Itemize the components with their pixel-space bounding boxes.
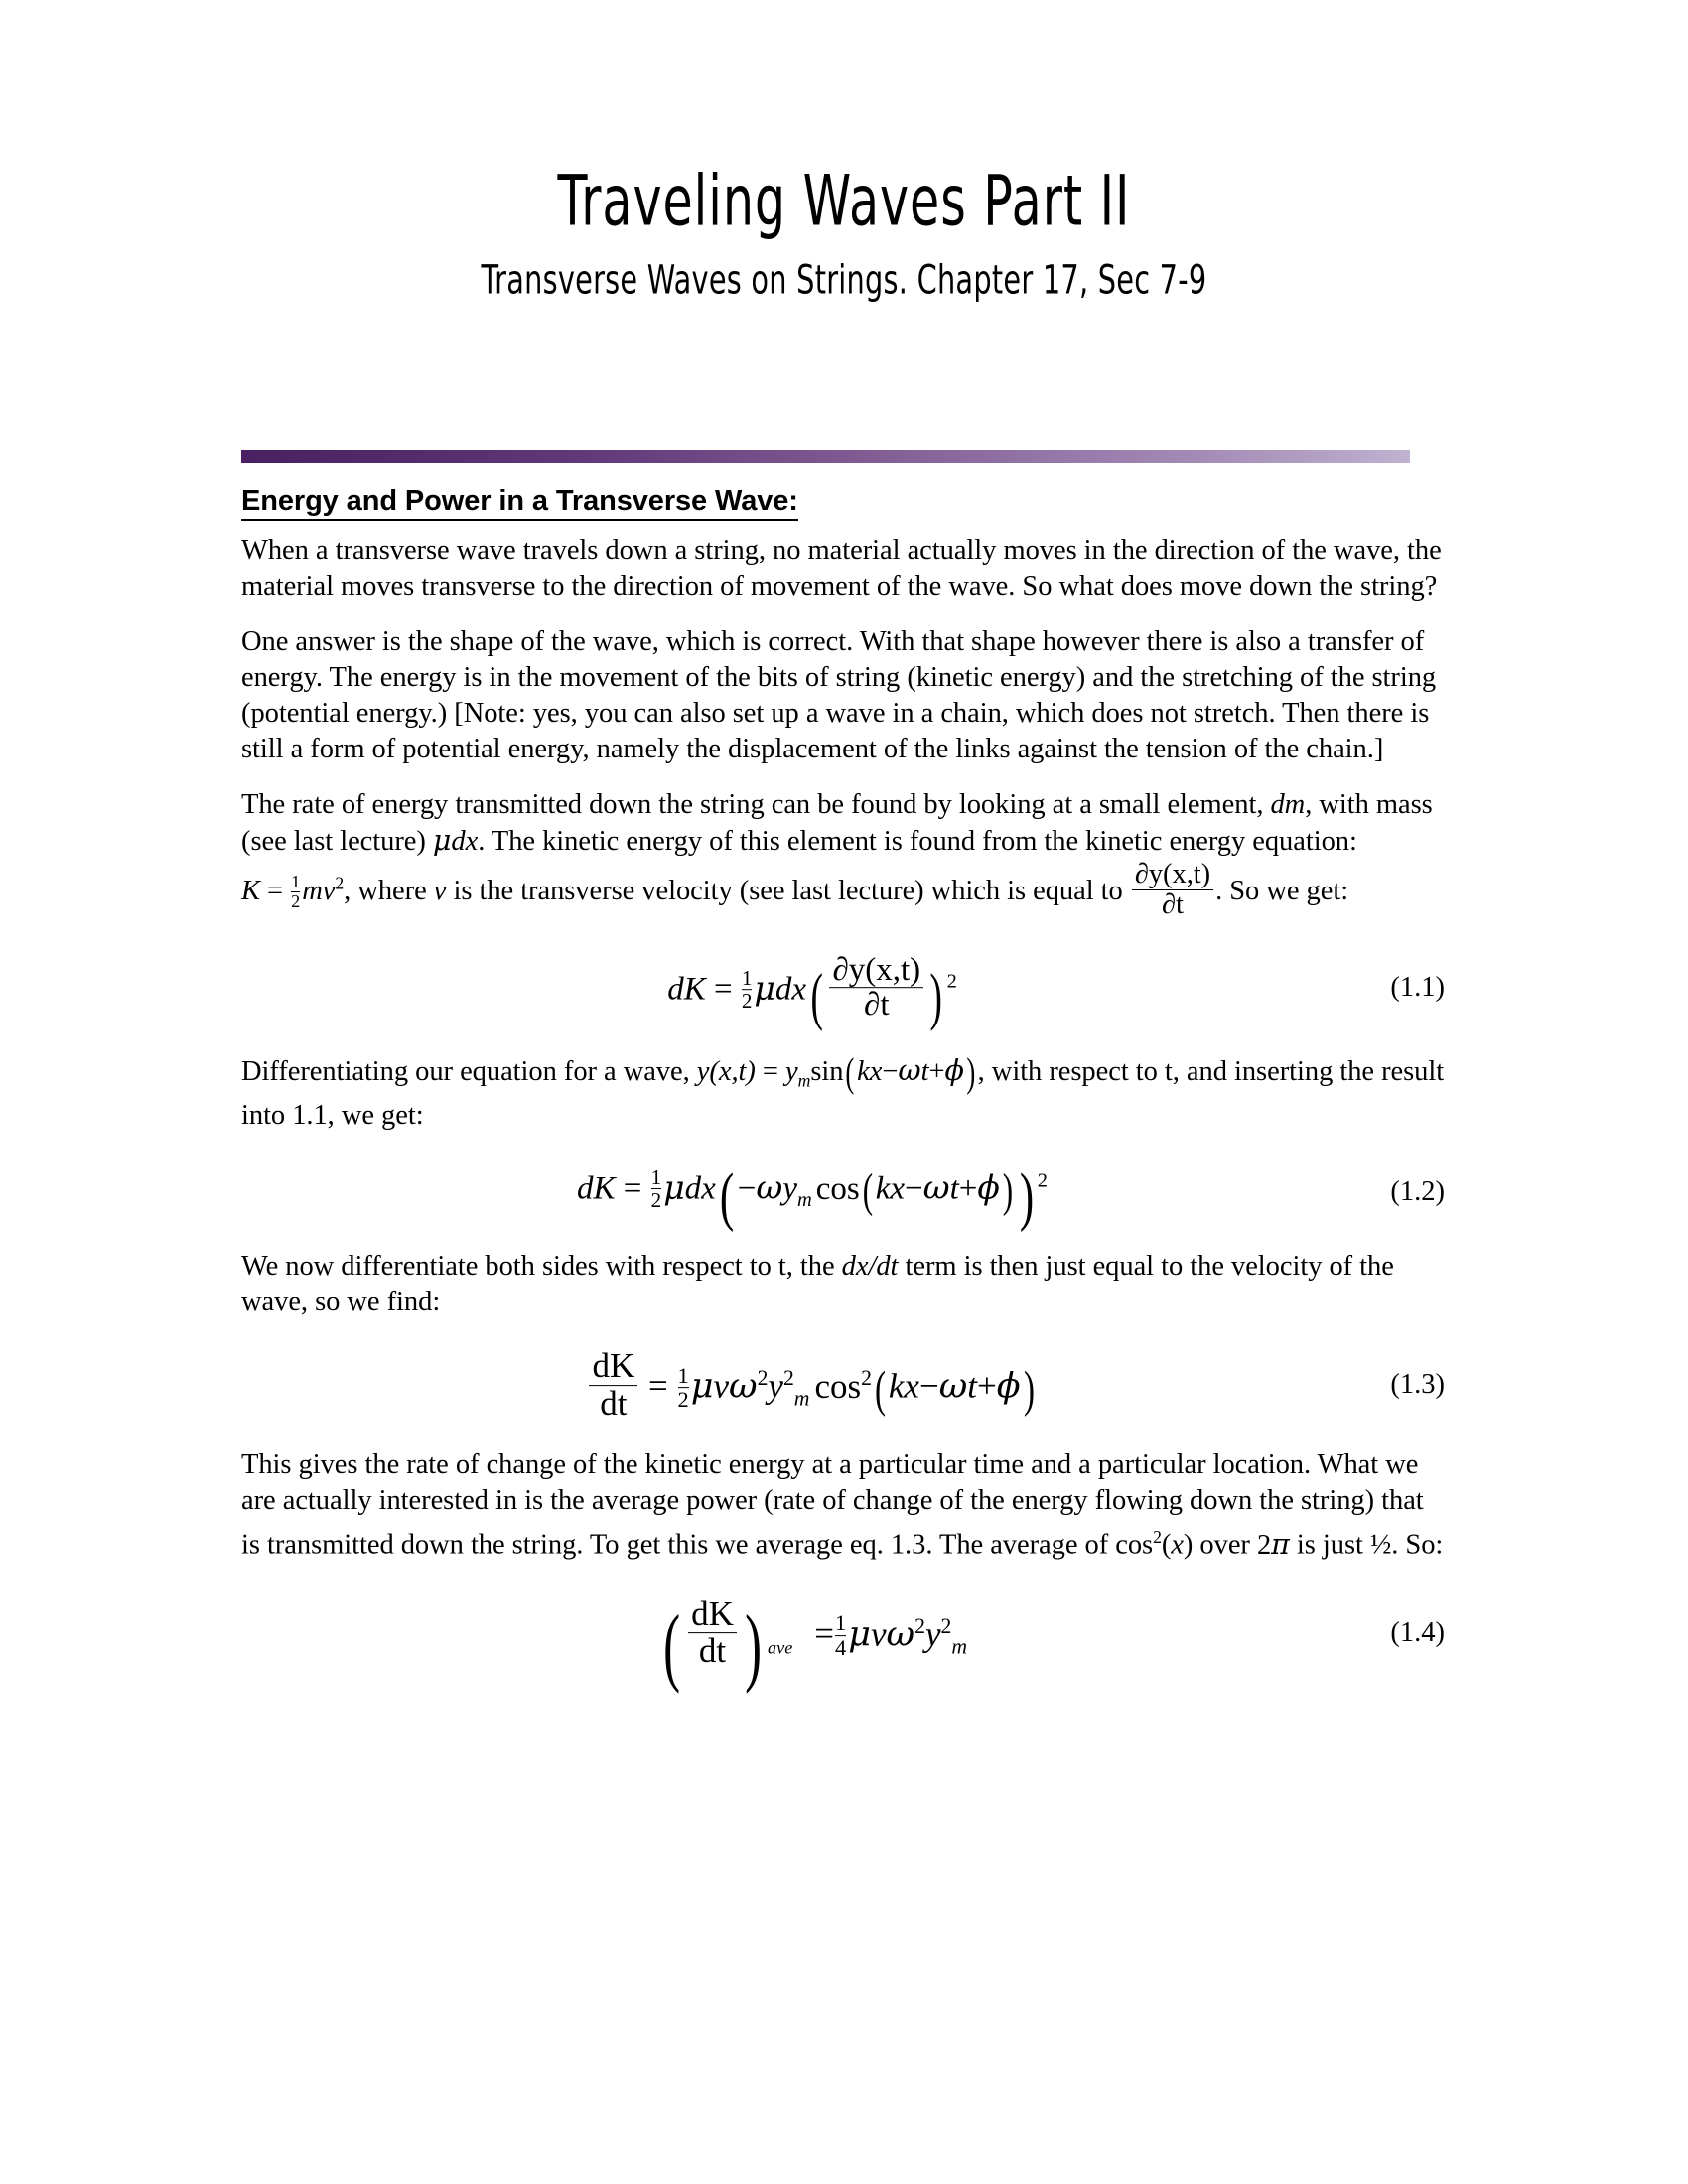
eq14-omega: ω bbox=[886, 1614, 915, 1655]
eq12-omega: ω bbox=[756, 1167, 783, 1207]
p3-v-power: 2 bbox=[335, 873, 345, 893]
p3-v-symbol: v bbox=[433, 876, 447, 907]
eq11-partial-fraction: $\frac{\partial y(x,t)}{\partial t}$ bbox=[829, 953, 923, 1023]
eq14-equals: = bbox=[814, 1614, 835, 1654]
p5-text-a: We now differentiate both sides with respect to t, the bbox=[241, 1251, 842, 1283]
eq12-cos: cos bbox=[815, 1170, 860, 1207]
equation-number-1-1: (1.1) bbox=[1390, 971, 1445, 1003]
equation-number-1-4: (1.4) bbox=[1390, 1616, 1445, 1648]
eq12-one-half: $\frac{1}{2}$ bbox=[650, 1165, 662, 1213]
gradient-divider bbox=[241, 450, 1410, 463]
equation-row-1-4 bbox=[241, 1583, 1445, 1695]
one-half-fraction: $\frac{1}{2}$ bbox=[291, 871, 301, 911]
eq14-one-quarter: $\frac{1}{4}$ bbox=[835, 1610, 847, 1660]
equation-row-1-2 bbox=[241, 1154, 1445, 1234]
paragraph-2: One answer is the shape of the wave, which is correct. With that shape however there is also a transfer of energy. The energy is in the movement of the bits of string (kinetic energy) and the stretching of the string (potential energy.) [Note: yes, you can also set up a wave in a chain, which does not stretch. Then there is still a form of potential energy, namely the displacement of the links against the tension of the chain.] bbox=[241, 626, 1437, 765]
eq14-close-paren: ) bbox=[745, 1597, 762, 1695]
p3-text-e: is the transverse velocity (see last lecture) which is equal to bbox=[446, 876, 1130, 907]
eq14-subscript-ave: ave bbox=[768, 1637, 793, 1658]
p5-text-b: term is then just equal to the velocity of the wave, so we find: bbox=[241, 1251, 1394, 1318]
eq12-mu: μ bbox=[663, 1167, 685, 1207]
eq13-omega: ω bbox=[729, 1366, 758, 1407]
eq12-y: y bbox=[782, 1170, 797, 1207]
eq11-dx: dx bbox=[774, 971, 806, 1008]
paragraph-5 bbox=[241, 1249, 1445, 1320]
kinetic-energy-formula: K = $\frac{1}{2}$ $mv^2$ bbox=[241, 871, 345, 911]
p3-text-a: The rate of energy transmitted down the string can be found by looking at a small element, bbox=[241, 789, 1271, 821]
equation-1-2: dK = $\frac{1}{2}$ $\mu dx( -\omega y_m$ cos(kx−ωt+ϕ) ) $^2$ bbox=[577, 1160, 1048, 1234]
eq12-close-paren-inner: ) bbox=[1002, 1164, 1014, 1218]
eq13-open-paren: ( bbox=[874, 1361, 886, 1417]
p3-mu-dx: μdx bbox=[432, 824, 479, 858]
eq14-y: y bbox=[924, 1614, 941, 1654]
wave-equation-inline: $y(x,t) = y_m\sin(kx-\omega t+\phi)$ bbox=[696, 1049, 976, 1096]
eq11-mu: μ bbox=[754, 968, 775, 1008]
eq13-v: v bbox=[713, 1366, 730, 1406]
p3-text-d: , where bbox=[344, 876, 434, 907]
equation-number-1-3: (1.3) bbox=[1390, 1369, 1445, 1401]
eq12-power: 2 bbox=[1037, 1169, 1048, 1192]
equation-row-1-1 bbox=[241, 940, 1445, 1035]
eq11-lhs: dK bbox=[667, 971, 706, 1008]
eq12-close-paren-outer: ) bbox=[1019, 1160, 1034, 1234]
equation-1-4: ( $\frac{dK}{dt}$ ) $_{ave}$ = $\frac{1}{4}$ $\mu v\omega^2y^2_m$ bbox=[663, 1593, 967, 1695]
gradient-divider-bar bbox=[241, 450, 1410, 463]
eq13-dk-dt-fraction: $\frac{dK}{dt}$ bbox=[589, 1348, 637, 1422]
p4-text-b: , with respect to t, and inserting the result into 1.1, we get: bbox=[241, 1055, 1445, 1132]
p3-dm-symbol: dm bbox=[1270, 789, 1306, 821]
equation-1-3: $\frac{dK}{dt}$ = $\frac{1}{2}$ $\mu v\omega^2y^2_m$ $\cos^2(kx-\omega t+\phi)$ bbox=[241, 1348, 1383, 1422]
eq14-open-paren: ( bbox=[663, 1597, 681, 1695]
eq13-equals: = bbox=[648, 1366, 668, 1406]
equation-row-1-3 bbox=[241, 1340, 1445, 1430]
p3-text-f: . So we get: bbox=[1215, 876, 1349, 907]
p5-dxdt-symbol: dx/dt bbox=[841, 1251, 899, 1283]
p4-text-a: Differentiating our equation for a wave, bbox=[241, 1055, 697, 1087]
equation-number-1-2: (1.2) bbox=[1390, 1176, 1445, 1208]
p4-close-paren: ) bbox=[966, 1049, 976, 1096]
eq12-equals: = bbox=[623, 1170, 642, 1207]
eq13-close-paren: ) bbox=[1023, 1361, 1035, 1417]
eq11-one-half: $\frac{1}{2}$ bbox=[741, 965, 753, 1014]
eq11-close-paren: ) bbox=[929, 961, 943, 1032]
page-title: Traveling Waves Part II bbox=[557, 160, 1131, 242]
equation-1-1 bbox=[241, 951, 1383, 1032]
eq11-equals: = bbox=[713, 971, 733, 1008]
document-body bbox=[241, 483, 1445, 1701]
eq14-v: v bbox=[871, 1614, 887, 1654]
eq14-mu: μ bbox=[848, 1614, 871, 1655]
title-block bbox=[0, 160, 1688, 304]
paragraph-3 bbox=[241, 787, 1445, 919]
p6-text-c: ) over bbox=[1183, 1529, 1257, 1561]
paragraph-1: When a transverse wave travels down a string, no material actually moves in the direction of the wave, the material moves transverse to the direction of movement of the wave. So what does move down the string? bbox=[241, 535, 1442, 603]
p3-text-c: . The kinetic energy of this element is found from the kinetic energy equation: bbox=[478, 826, 1357, 858]
paragraph-6 bbox=[241, 1447, 1445, 1564]
two-pi-symbol: 2π bbox=[1256, 1527, 1290, 1561]
p6-text-d: is just ½. So: bbox=[1289, 1529, 1444, 1561]
eq12-lhs: dK bbox=[577, 1170, 616, 1207]
p6-text-a: This gives the rate of change of the kinetic energy at a particular time and a particular location. What we are actually interested in is the average power (rate of change of the energy flowing down the string) that is transmitted down the string. To get this we average eq. 1.3. The average of cos bbox=[241, 1449, 1424, 1561]
p3-text-b: , with mass (see last lecture) bbox=[241, 789, 1433, 858]
eq13-one-half: $\frac{1}{2}$ bbox=[677, 1362, 689, 1413]
eq12-open-paren-outer: ( bbox=[719, 1160, 734, 1234]
p6-cos-power: 2 bbox=[1153, 1527, 1162, 1548]
eq12-minus: − bbox=[737, 1170, 757, 1207]
eq13-cos: cos bbox=[814, 1366, 862, 1406]
eq11-open-paren: ( bbox=[810, 961, 823, 1032]
p6-text-b: ( bbox=[1161, 1529, 1172, 1561]
eq12-open-paren-inner: ( bbox=[862, 1164, 873, 1218]
p6-x-symbol: x bbox=[1171, 1529, 1184, 1561]
eq13-y: y bbox=[768, 1366, 783, 1406]
eq12-m: m bbox=[797, 1189, 812, 1212]
eq13-mu: μ bbox=[690, 1366, 714, 1407]
eq14-dk-dt-fraction: $\frac{dK}{dt}$ bbox=[688, 1596, 737, 1670]
partial-derivative-fraction: $\frac{\partial y(x,t)}{\partial t}$ bbox=[1132, 860, 1213, 919]
eq11-power: 2 bbox=[946, 970, 957, 993]
paragraph-4 bbox=[241, 1049, 1445, 1135]
p4-open-paren: ( bbox=[845, 1049, 855, 1096]
eq12-dx: dx bbox=[684, 1170, 716, 1207]
page-subtitle: Transverse Waves on Strings. Chapter 17, Sec 7-9 bbox=[481, 257, 1207, 304]
section-heading: Energy and Power in a Transverse Wave: bbox=[241, 483, 798, 521]
